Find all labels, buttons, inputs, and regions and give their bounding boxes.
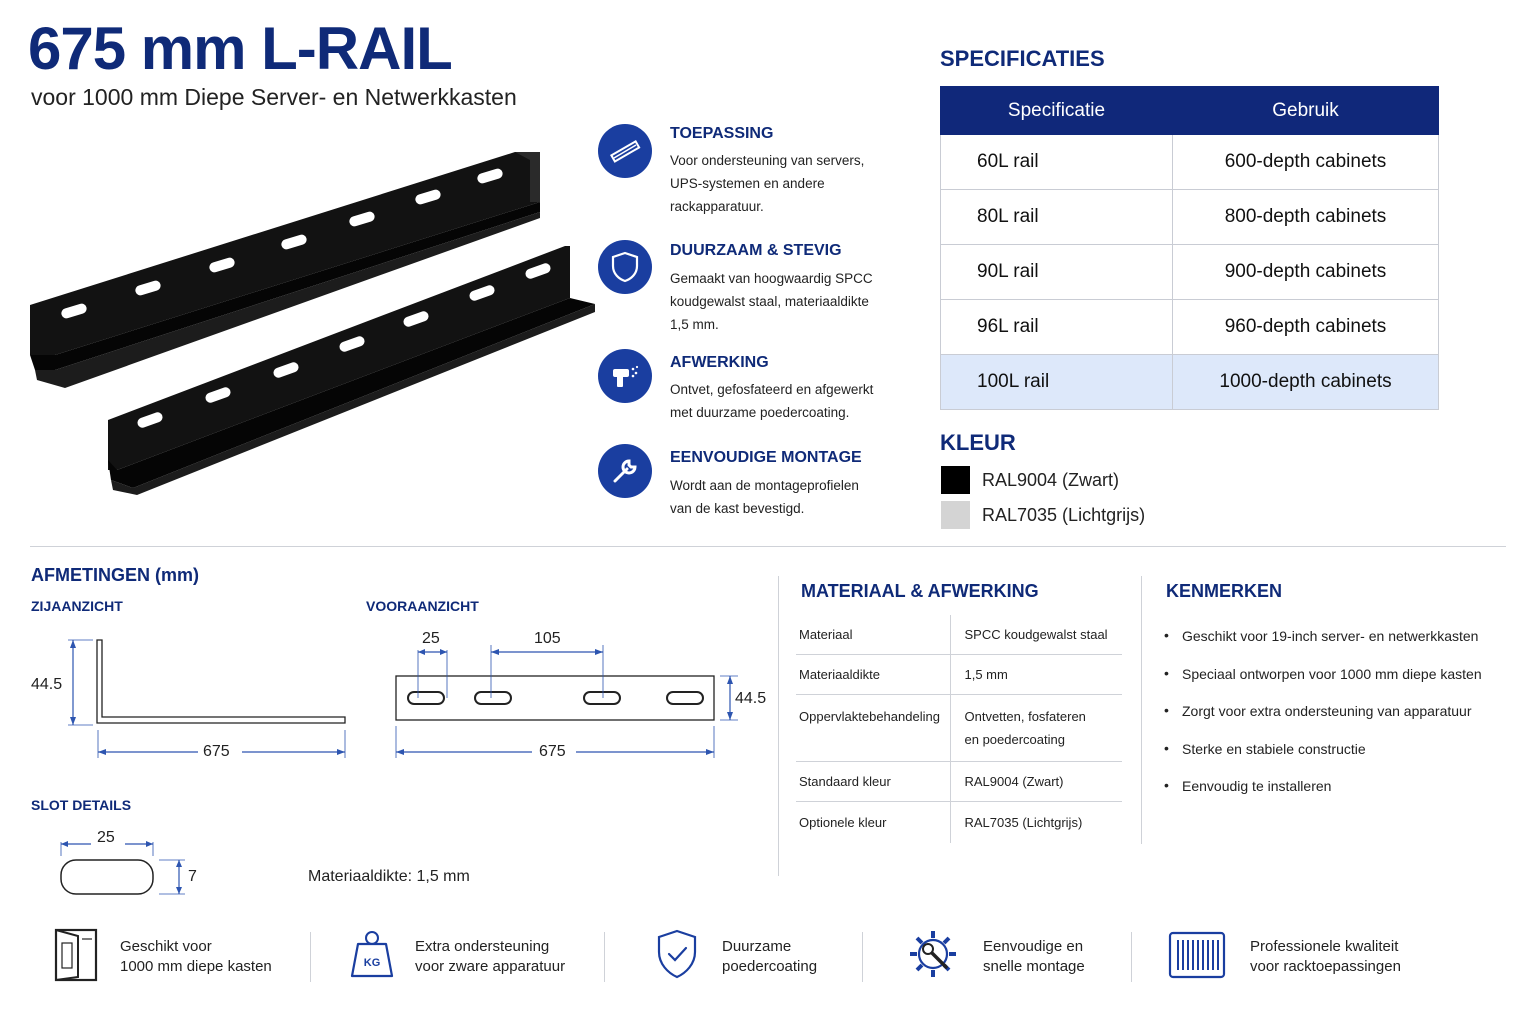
divider — [778, 576, 779, 876]
feature-line: koudgewalst staal, materiaaldikte — [670, 294, 869, 309]
spec-cell: 100L rail — [941, 355, 1173, 410]
bottom-line: voor racktoepassingen — [1250, 958, 1401, 975]
mat-value: SPCC koudgewalst staal — [950, 615, 1122, 654]
slot-detail-height-label: 7 — [188, 868, 197, 885]
afmetingen-title: AFMETINGEN (mm) — [31, 565, 199, 585]
feature-title: EENVOUDIGE MONTAGE — [670, 449, 862, 466]
mat-value — [950, 694, 1122, 761]
side-length-label: 675 — [203, 743, 230, 760]
spec-row-highlighted — [941, 355, 1439, 410]
spec-cell: 960-depth cabinets — [1173, 300, 1439, 355]
feature-line: met duurzame poedercoating. — [670, 405, 850, 420]
bottom-line: Duurzame — [722, 938, 792, 955]
list-item: • Geschikt voor 19-inch server- en netwerkkasten — [1164, 628, 1482, 666]
shield-icon — [598, 240, 652, 294]
weight-kg-icon — [348, 928, 396, 980]
front-length-label: 675 — [539, 743, 566, 760]
spec-cell: 80L rail — [941, 190, 1173, 245]
bottom-line: Eenvoudige en — [983, 938, 1084, 955]
front-view-title: VOORAANZICHT — [366, 598, 479, 614]
feature-title: AFWERKING — [670, 354, 769, 371]
slot-details-title: SLOT DETAILS — [31, 797, 132, 813]
divider — [1131, 932, 1132, 982]
mat-value-line: en poedercoating — [964, 731, 1065, 747]
feature-duurzaam — [598, 240, 652, 294]
mat-key: Materiaaldikte — [796, 654, 950, 694]
table-row — [796, 615, 1122, 654]
kleur-title: KLEUR — [940, 430, 1016, 455]
mat-value: RAL7035 (Lichtgrijs) — [964, 814, 1083, 830]
spec-row — [941, 300, 1439, 355]
side-height-label: 44.5 — [31, 676, 63, 693]
spec-cell: 600-depth cabinets — [1173, 135, 1439, 190]
rail-icon — [598, 124, 652, 178]
feature-text — [670, 474, 910, 520]
page-subtitle: voor 1000 mm Diepe Server- en Netwerkkasten — [31, 84, 517, 110]
spec-title: SPECIFICATIES — [940, 46, 1105, 71]
bottom-text — [722, 937, 817, 977]
mat-key: Materiaal — [796, 615, 950, 654]
materiaal-table — [796, 615, 1122, 843]
table-row — [796, 654, 1122, 694]
divider — [30, 546, 1506, 547]
spec-cell: 60L rail — [941, 135, 1173, 190]
feature-text — [670, 378, 910, 424]
feature-afwerking — [598, 349, 652, 403]
feature-line: Voor ondersteuning van servers, — [670, 153, 865, 168]
mat-value: 1,5 mm — [950, 654, 1122, 694]
front-height-label: 44.5 — [735, 690, 767, 707]
color-label: RAL9004 (Zwart) — [982, 470, 1120, 490]
spec-header: Gebruik — [1173, 87, 1439, 135]
mat-value: RAL9004 (Zwart) — [950, 761, 1122, 801]
divider — [604, 932, 605, 982]
bottom-text — [415, 937, 565, 977]
feature-line: van de kast bevestigd. — [670, 501, 805, 516]
spec-cell: 96L rail — [941, 300, 1173, 355]
slot-width-label: 25 — [422, 630, 440, 647]
feature-line: Gemaakt van hoogwaardig SPCC — [670, 271, 873, 286]
spec-row — [941, 190, 1439, 245]
spec-row — [941, 245, 1439, 300]
bottom-line: 1000 mm diepe kasten — [120, 958, 272, 975]
feature-line: 1,5 mm. — [670, 317, 719, 332]
spec-row — [941, 135, 1439, 190]
feature-line: Ontvet, gefosfateerd en afgewerkt — [670, 382, 874, 397]
spec-cell: 1000-depth cabinets — [1173, 355, 1439, 410]
gear-wrench-icon — [906, 927, 960, 981]
bottom-line: voor zware apparatuur — [415, 958, 566, 975]
list-item: • Zorgt voor extra ondersteuning van apparatuur — [1164, 703, 1482, 741]
list-item: • Sterke en stabiele constructie — [1164, 741, 1482, 779]
mat-value-line: Ontvetten, fosfateren — [964, 708, 1086, 724]
feature-title: TOEPASSING — [670, 125, 774, 142]
divider — [310, 932, 311, 982]
bottom-line: snelle montage — [983, 958, 1085, 975]
feature-line: rackapparatuur. — [670, 199, 764, 214]
table-row — [796, 761, 1122, 801]
bottom-text — [1250, 937, 1401, 977]
product-image — [25, 140, 605, 500]
bottom-line: Extra ondersteuning — [415, 938, 550, 955]
color-swatch-grey — [941, 501, 970, 529]
feature-toepassing — [598, 124, 652, 178]
bottom-line: Geschikt voor — [120, 938, 212, 955]
mat-key: Optionele kleur — [796, 801, 950, 843]
feature-text — [670, 149, 910, 218]
slot-detail-drawing — [55, 830, 195, 900]
table-row — [796, 694, 1122, 761]
slot-detail-width-label: 25 — [97, 829, 115, 846]
list-item: • Eenvoudig te installeren — [1164, 778, 1482, 816]
mat-key: Standaard kleur — [796, 761, 950, 801]
feature-title: DUURZAAM & STEVIG — [670, 242, 842, 259]
spec-cell: 900-depth cabinets — [1173, 245, 1439, 300]
divider — [862, 932, 863, 982]
spray-gun-icon — [598, 349, 652, 403]
spec-header: Specificatie — [941, 87, 1173, 135]
mat-key: Oppervlaktebehandeling — [796, 694, 950, 761]
bottom-text — [983, 937, 1085, 977]
table-row — [796, 801, 1122, 843]
color-label: RAL7035 (Lichtgrijs) — [982, 505, 1146, 525]
bottom-line: poedercoating — [722, 958, 818, 975]
spec-cell: 90L rail — [941, 245, 1173, 300]
spec-header-row — [941, 87, 1439, 135]
bottom-text — [120, 937, 272, 977]
wrench-icon — [598, 444, 652, 498]
feature-line: Wordt aan de montageprofielen — [670, 478, 859, 493]
feature-line: UPS-systemen en andere — [670, 176, 825, 191]
list-item: • Speciaal ontworpen voor 1000 mm diepe kasten — [1164, 666, 1482, 704]
spec-table — [940, 86, 1439, 410]
divider — [1141, 576, 1142, 844]
side-view-title: ZIJAANZICHT — [31, 598, 123, 614]
rack-icon — [1168, 930, 1226, 980]
page-title: 675 mm L-RAIL — [28, 15, 452, 82]
slot-pitch-label: 105 — [534, 630, 561, 647]
kenmerken-list — [1164, 628, 1482, 816]
weight-kg-text: KG — [363, 957, 381, 969]
kenmerken-title: KENMERKEN — [1166, 581, 1283, 601]
feature-montage — [598, 444, 652, 498]
materiaal-title: MATERIAAL & AFWERKING — [801, 581, 1039, 601]
spec-cell: 800-depth cabinets — [1173, 190, 1439, 245]
feature-text — [670, 267, 910, 336]
color-swatch-black — [941, 466, 970, 494]
bottom-line: Professionele kwaliteit — [1250, 938, 1399, 955]
shield-check-icon — [654, 928, 700, 980]
cabinet-icon — [52, 927, 100, 983]
thickness-label: Materiaaldikte: 1,5 mm — [308, 868, 470, 885]
